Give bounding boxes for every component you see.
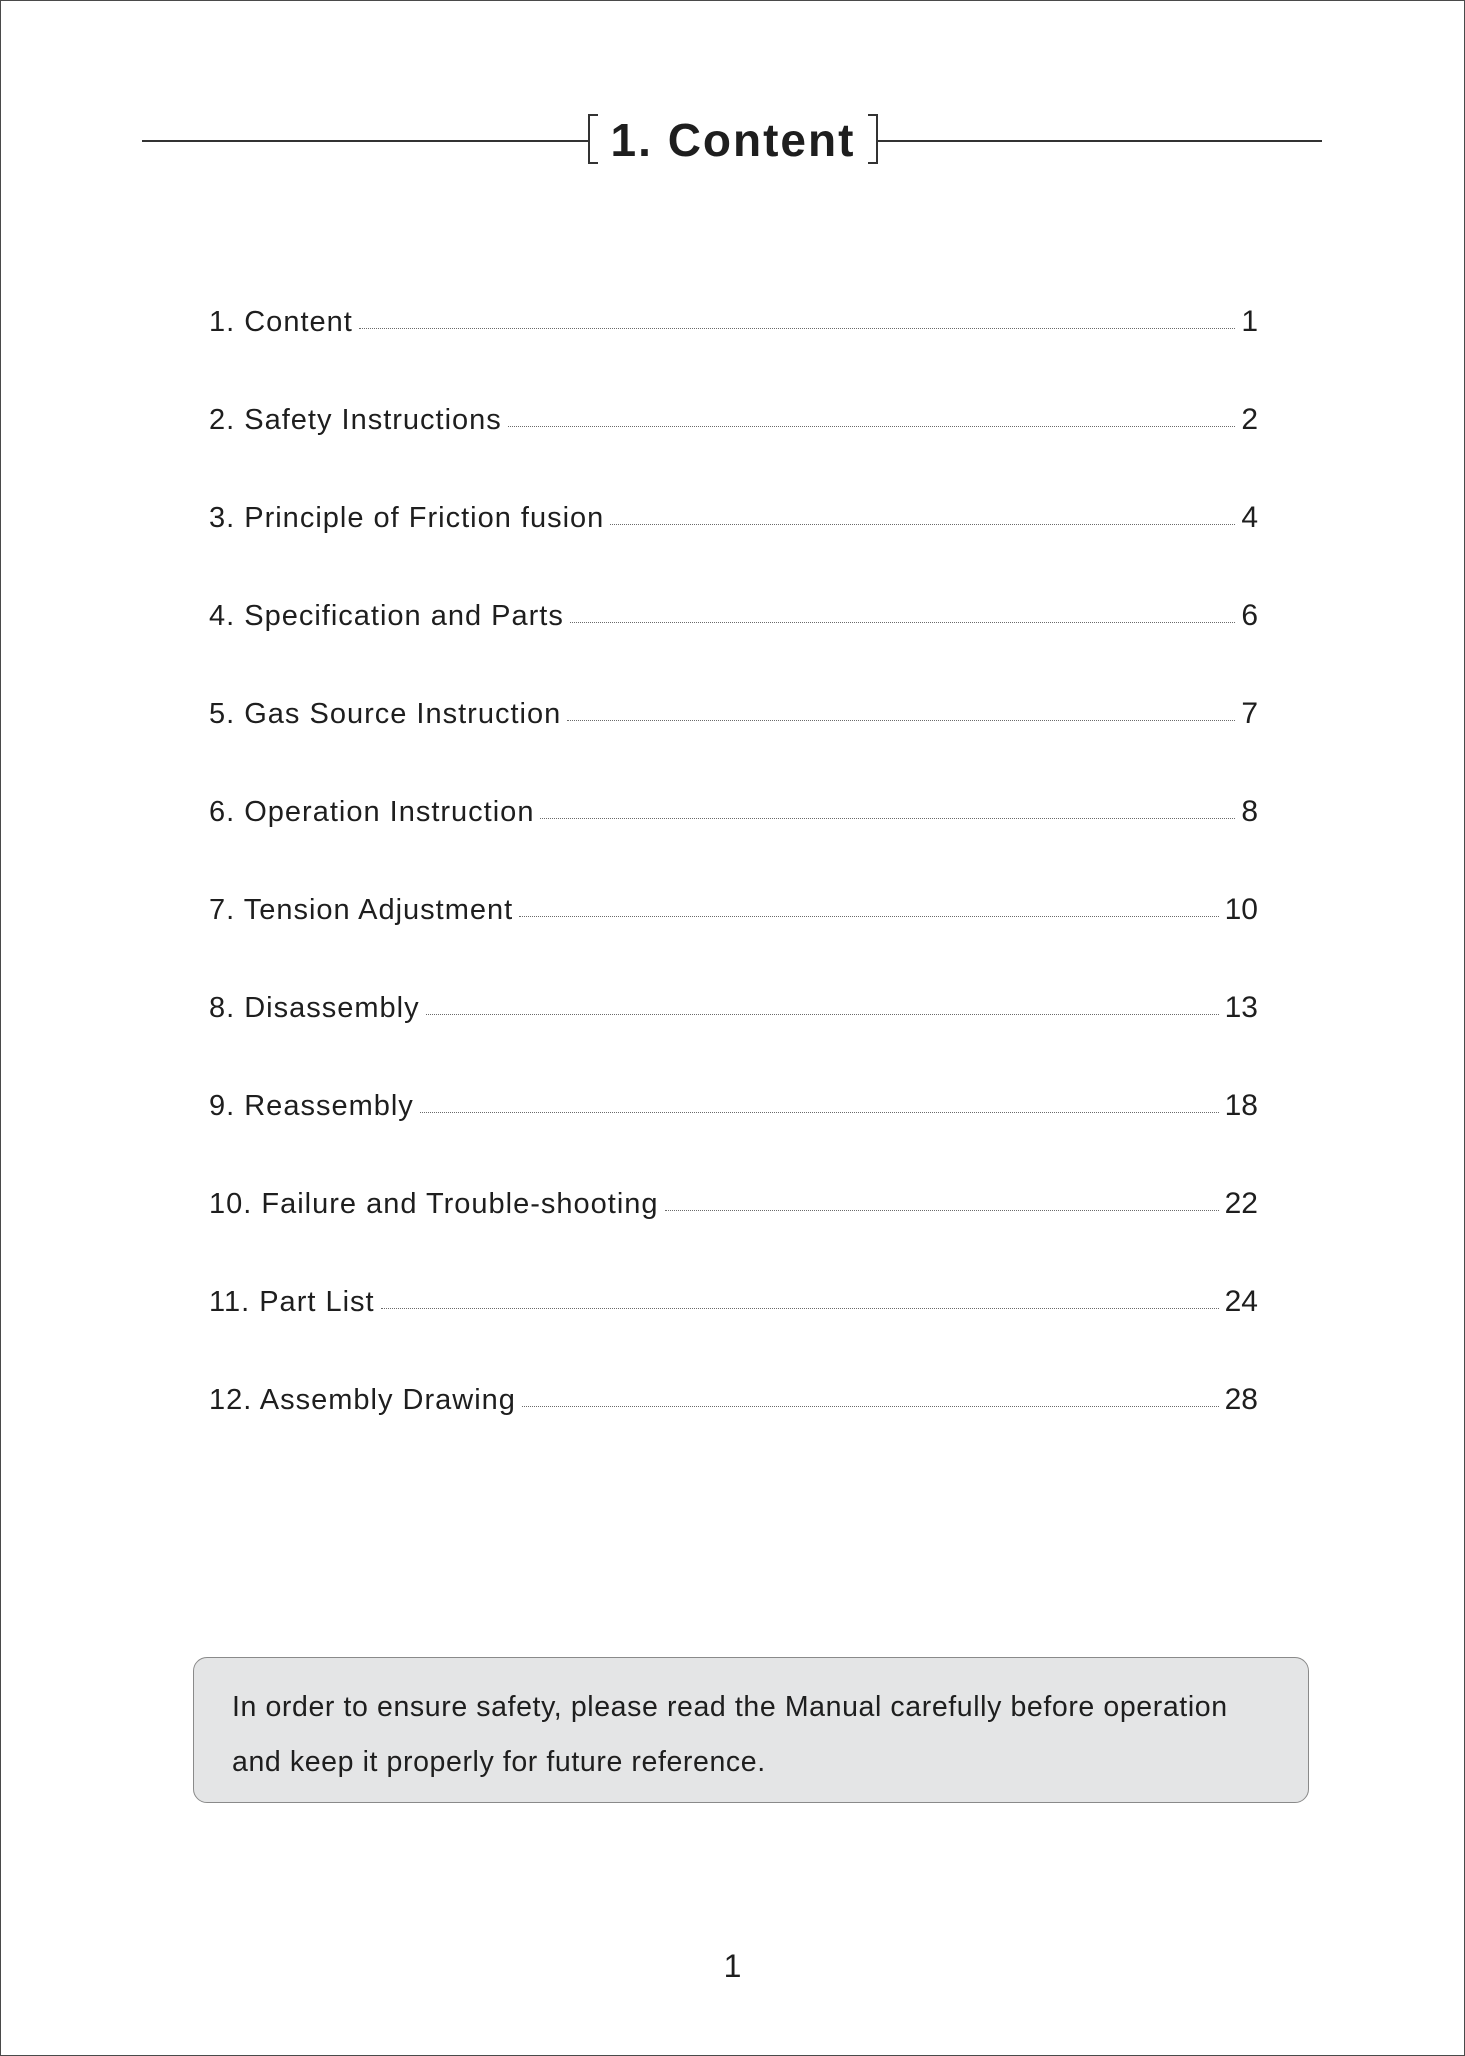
toc-dot-leader (570, 622, 1235, 623)
safety-notice-box (193, 1657, 1309, 1803)
toc-item-title: 10. Failure and Trouble-shooting (209, 1188, 659, 1220)
toc-item-title: 8. Disassembly (209, 992, 420, 1024)
toc-item-page: 6 (1241, 599, 1258, 632)
toc-item-title: 4. Specification and Parts (209, 600, 564, 632)
page-number: 1 (723, 1948, 742, 1984)
toc-item-specification-and-parts[interactable] (209, 599, 1258, 697)
toc-dot-leader (426, 1014, 1219, 1015)
toc-item-title: 2. Safety Instructions (209, 404, 502, 436)
toc-item-page: 8 (1241, 795, 1258, 828)
header-rule-right (878, 140, 1322, 142)
toc-item-title: 5. Gas Source Instruction (209, 698, 562, 730)
toc-item-principle-of-friction-fusion[interactable] (209, 501, 1258, 599)
toc-item-title: 7. Tension Adjustment (209, 894, 514, 926)
toc-item-title: 11. Part List (209, 1286, 375, 1318)
toc-item-page: 2 (1241, 403, 1258, 436)
toc-item-page: 7 (1241, 697, 1258, 730)
toc-item-tension-adjustment[interactable] (209, 893, 1258, 991)
toc-item-page: 18 (1224, 1089, 1258, 1122)
toc-item-operation-instruction[interactable] (209, 795, 1258, 893)
header-bracket-right (868, 114, 878, 164)
toc-item-page: 1 (1241, 305, 1258, 338)
toc-dot-leader (567, 720, 1235, 721)
toc-item-safety-instructions[interactable] (209, 403, 1258, 501)
section-header (142, 112, 1322, 172)
toc-item-page: 4 (1241, 501, 1258, 534)
toc-dot-leader (420, 1112, 1219, 1113)
toc-item-title: 3. Principle of Friction fusion (209, 502, 605, 534)
toc-item-title: 12. Assembly Drawing (209, 1384, 516, 1416)
toc-dot-leader (359, 328, 1235, 329)
toc-item-disassembly[interactable] (209, 991, 1258, 1089)
header-bracket-left (588, 114, 598, 164)
toc-item-title: 9. Reassembly (209, 1090, 414, 1122)
page-title: 1. Content (610, 114, 856, 166)
toc-item-page: 24 (1224, 1285, 1258, 1318)
toc-item-reassembly[interactable] (209, 1089, 1258, 1187)
toc-item-gas-source-instruction[interactable] (209, 697, 1258, 795)
toc-item-assembly-drawing[interactable] (209, 1383, 1258, 1481)
table-of-contents (209, 305, 1258, 1481)
toc-dot-leader (540, 818, 1235, 819)
notice-line-1: In order to ensure safety, please read the Manual carefully before operation (232, 1691, 1228, 1723)
toc-dot-leader (381, 1308, 1219, 1309)
toc-dot-leader (519, 916, 1218, 917)
toc-item-page: 28 (1224, 1383, 1258, 1416)
toc-item-page: 13 (1224, 991, 1258, 1024)
toc-dot-leader (508, 426, 1236, 427)
toc-item-page: 10 (1224, 893, 1258, 926)
toc-dot-leader (522, 1406, 1219, 1407)
toc-dot-leader (665, 1210, 1219, 1211)
toc-item-part-list[interactable] (209, 1285, 1258, 1383)
notice-line-2: and keep it properly for future reference. (232, 1746, 766, 1778)
toc-item-page: 22 (1224, 1187, 1258, 1220)
header-rule-left (142, 140, 588, 142)
toc-item-content[interactable] (209, 305, 1258, 403)
toc-item-title: 6. Operation Instruction (209, 796, 535, 828)
toc-item-title: 1. Content (209, 306, 353, 338)
toc-dot-leader (610, 524, 1235, 525)
toc-item-failure-and-trouble-shooting[interactable] (209, 1187, 1258, 1285)
